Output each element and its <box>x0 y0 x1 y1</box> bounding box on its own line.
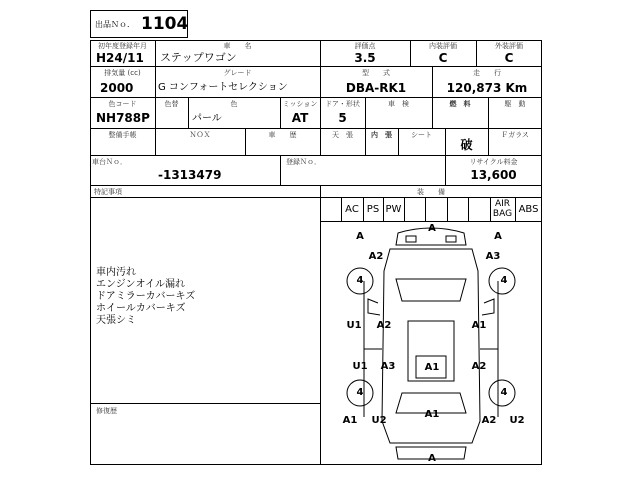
equipment-ac: AC <box>345 204 359 215</box>
displacement-value: 2000 <box>100 81 134 95</box>
color-change-label: 色替 <box>164 100 179 108</box>
seat-label: シート <box>411 131 432 139</box>
equipment-abs: ABS <box>518 204 539 215</box>
front-glass-label: Ｆガラス <box>501 131 529 139</box>
damage-code-rear-left-1: A1 <box>342 415 358 426</box>
remark-item: ドアミラーカバーキズ <box>96 291 196 302</box>
damage-code-rear-bottom: A <box>428 453 436 464</box>
maintenance-book-label: 整備手帳 <box>108 131 137 139</box>
damage-code-right-fender: A3 <box>485 251 501 262</box>
drive-label: 駆 動 <box>504 100 526 108</box>
chassis-number-label: 車台Ｎｏ． <box>92 158 127 166</box>
damage-code-front-left: A <box>356 231 364 242</box>
color-code-value: NH788P <box>96 111 150 125</box>
damage-code-rear-hatch: A1 <box>424 409 440 420</box>
damage-code-left-fender: A2 <box>368 251 384 262</box>
inspection-label: 車 検 <box>388 100 409 108</box>
grade-value: G コンフォートセレクション <box>158 82 288 93</box>
color-code-label: 色コード <box>108 100 137 108</box>
damage-code-rear-right-2: U2 <box>509 415 525 426</box>
exterior-grade-value: C <box>504 51 514 65</box>
remark-item: 車内汚れ <box>96 267 136 278</box>
remark-item: エンジンオイル漏れ <box>96 279 185 290</box>
damage-code-left-door-2: A3 <box>380 361 396 372</box>
remark-item: ホイールカバーキズ <box>96 303 186 314</box>
doors-label: ドア・形状 <box>325 100 360 108</box>
damage-code-left-door-1: A2 <box>376 320 392 331</box>
lot-number-box <box>90 10 188 38</box>
damage-code-right-door-1: A1 <box>471 320 487 331</box>
fuel-label: 燃 料 <box>449 100 471 108</box>
car-diagram <box>320 221 542 465</box>
interior-lining-label: 内 張 <box>371 131 392 139</box>
remark-item: 天張シミ <box>96 315 136 326</box>
mileage-value: 120,873 Km <box>446 81 528 95</box>
damage-code-left-side-1: U1 <box>346 320 362 331</box>
damage-code-rear-right-1: A2 <box>481 415 497 426</box>
score-value: 3.5 <box>354 51 376 65</box>
mileage-label: 走 行 <box>473 69 501 77</box>
damage-code-roof: A1 <box>424 362 440 373</box>
headliner-label: 天 張 <box>332 131 353 139</box>
model-code-value: DBA-RK1 <box>345 81 407 95</box>
car-name-value: ステップワゴン <box>160 51 237 64</box>
equipment-label: 装 備 <box>417 188 445 196</box>
color-label: 色 <box>230 100 238 108</box>
recycle-fee-label: リサイクル料金 <box>469 158 518 166</box>
equipment-pw: PW <box>385 204 402 215</box>
equipment-ps: PS <box>366 204 380 215</box>
damage-code-rear-right-wheel: 4 <box>500 387 508 398</box>
damage-code-front-left-wheel: 4 <box>356 275 364 286</box>
displacement-label: 排気量 (cc) <box>104 69 141 77</box>
remarks-label: 特記事項 <box>94 188 122 196</box>
transmission-value: AT <box>291 111 309 125</box>
registration-number-label: 登録Ｎｏ． <box>286 158 321 166</box>
reg-date-label: 初年度登録年月 <box>98 42 147 50</box>
damage-code-front-top: A <box>428 223 436 234</box>
lot-number-value: 1104 <box>141 14 189 34</box>
exterior-grade-label: 外装評価 <box>495 42 523 50</box>
nox-label: ＮＯＸ <box>189 131 211 139</box>
repair-history-label: 修復歴 <box>96 407 117 415</box>
score-label: 評価点 <box>354 42 376 50</box>
damage-code-front-right-wheel: 4 <box>500 275 508 286</box>
chassis-number-value: -1313479 <box>158 168 222 182</box>
damage-code-rear-left-2: U2 <box>371 415 387 426</box>
damage-code-left-side-2: U1 <box>352 361 368 372</box>
equipment-airbag: AIR BAG <box>492 199 513 219</box>
recycle-fee-value: 13,600 <box>470 168 517 182</box>
color-value: パール <box>192 113 222 124</box>
vehicle-history-label: 車 歴 <box>268 131 297 139</box>
lot-number-label: 出品Ｎｏ． <box>95 20 135 29</box>
grade-label: グレード <box>223 69 252 77</box>
transmission-label: ミッション <box>282 100 318 108</box>
seat-value: 破 <box>460 138 473 152</box>
damage-code-right-door-2: A2 <box>471 361 487 372</box>
car-name-label: 車 名 <box>223 42 252 50</box>
damage-code-rear-left-wheel: 4 <box>356 387 364 398</box>
model-code-label: 型 式 <box>362 69 390 77</box>
interior-grade-label: 内装評価 <box>429 42 457 50</box>
reg-date-value: H24/11 <box>96 51 144 65</box>
doors-value: 5 <box>338 111 347 125</box>
interior-grade-value: C <box>438 51 448 65</box>
damage-code-front-right: A <box>494 231 502 242</box>
